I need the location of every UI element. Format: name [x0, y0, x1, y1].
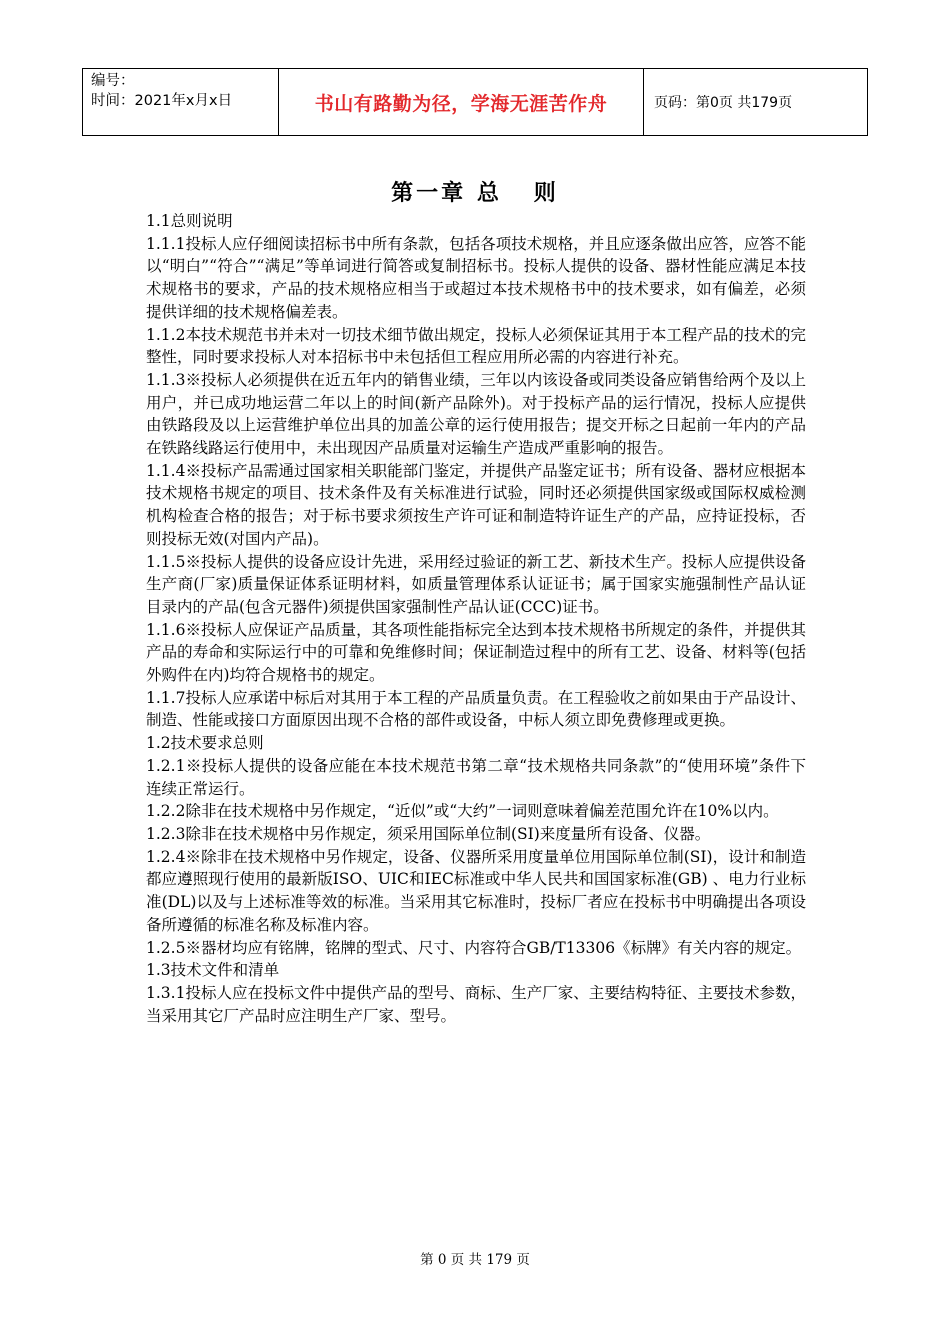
- page-header: [82, 68, 868, 136]
- serial-label: 编号：: [91, 73, 135, 89]
- paragraph: 1.1.7投标人应承诺中标后对其用于本工程的产品质量负责。在工程验收之前如果由于产品设计、制造、性能或接口方面原因出现不合格的部件或设备，中标人须立即免费修理或更换。: [146, 688, 806, 730]
- paragraph: 1.2技术要求总则: [146, 734, 264, 753]
- paragraph: 1.2.4※除非在技术规格中另作规定，设备、仪器所采用度量单位用国际单位制(SI)，设计和制造都应遵照现行使用的最新版ISO、UIC和IEC标准或中华人民共和国国家标准(GB) 、电力行业标准(DL)以及与上述标准等效的标准。当采用其它标准时，投标厂者应在投标书中明确提出各项设备所遵循的标准名称及标准内容。: [146, 847, 806, 934]
- page-footer: 第 0 页 共 179 页: [420, 1252, 530, 1268]
- header-motto: 书山有路勤为径，学海无涯苦作舟: [314, 92, 608, 115]
- paragraph: 1.1总则说明: [146, 212, 233, 230]
- paragraph: 1.1.4※投标产品需通过国家相关职能部门鉴定，并提供产品鉴定证书；所有设备、器材应根据本技术规格书规定的项目、技术条件及有关标准进行试验，同时还必须提供国家级或国际权威检测机构检查合格的报告；对于标书要求须按生产许可证和制造特许证生产的产品，应持证投标，否则投标无效(对国内产品)。: [146, 461, 806, 548]
- header-page-cell: [644, 69, 867, 135]
- paragraph: 1.1.5※投标人提供的设备应设计先进，采用经过验证的新工艺、新技术生产。投标人应提供设备生产商(厂家)质量保证体系证明材料，如质量管理体系认证证书；属于国家实施强制性产品认证目录内的产品(包含元器件)须提供国家强制性产品认证(CCC)证书。: [146, 552, 806, 616]
- paragraph: 1.1.2本技术规范书并未对一切技术细节做出规定，投标人必须保证其用于本工程产品的技术的完整性，同时要求投标人对本招标书中未包括但工程应用所必需的内容进行补充。: [146, 325, 806, 367]
- header-page-info: 页码：第0页 共179页: [654, 95, 793, 111]
- paragraph: 1.2.3除非在技术规格中另作规定，须采用国际单位制(SI)来度量所有设备、仪器。: [146, 824, 711, 843]
- paragraph: 1.1.3※投标人必须提供在近五年内的销售业绩，三年以内该设备或同类设备应销售给两个及以上用户，并已成功地运营二年以上的时间(新产品除外)。对于投标产品的运行情况，投标人应提供由铁路段及以上运营维护单位出具的加盖公章的运行使用报告；提交开标之日起前一年内的产品在铁路线路运行使用中，未出现因产品质量对运输生产造成严重影响的报告。: [146, 370, 806, 458]
- paragraph: 1.3.1投标人应在投标文件中提供产品的型号、商标、生产厂家、主要结构特征、主要技术参数，当采用其它厂产品时应注明生产厂家、型号。: [146, 983, 806, 1025]
- paragraph: 1.2.1※投标人提供的设备应能在本技术规范书第二章“技术规格共同条款”的“使用环境”条件下连续正常运行。: [146, 756, 806, 798]
- header-motto-cell: [279, 69, 644, 135]
- paragraph: 1.1.6※投标人应保证产品质量，其各项性能指标完全达到本技术规格书所规定的条件，并提供其产品的寿命和实际运行中的可靠和免维修时间；保证制造过程中的所有工艺、设备、材料等(包括外购件在内)均符合规格书的规定。: [146, 620, 806, 685]
- paragraph: 1.2.2除非在技术规格中另作规定，“近似”或“大约”一词则意味着偏差范围允许在10%以内。: [146, 802, 779, 821]
- paragraph: 1.2.5※器材均应有铭牌，铭牌的型式、尺寸、内容符合GB/T13306《标牌》有关内容的规定。: [146, 938, 802, 957]
- time-label: 时间：2021年x月x日: [91, 93, 233, 109]
- chapter-title: 第一章 总 则: [391, 181, 559, 206]
- paragraph: 1.1.1投标人应仔细阅读招标书中所有条款，包括各项技术规格，并且应逐条做出应答，应答不能以“明白”“符合”“满足”等单词进行简答或复制招标书。投标人提供的设备、器材性能应满足本技术规格书的要求，产品的技术规格应相当于或超过本技术规格书中的技术要求，如有偏差，必须提供详细的技术规格偏差表。: [146, 234, 806, 321]
- document-body: [146, 210, 806, 1027]
- header-meta-cell: [83, 69, 279, 135]
- paragraph: 1.3技术文件和清单: [146, 961, 280, 980]
